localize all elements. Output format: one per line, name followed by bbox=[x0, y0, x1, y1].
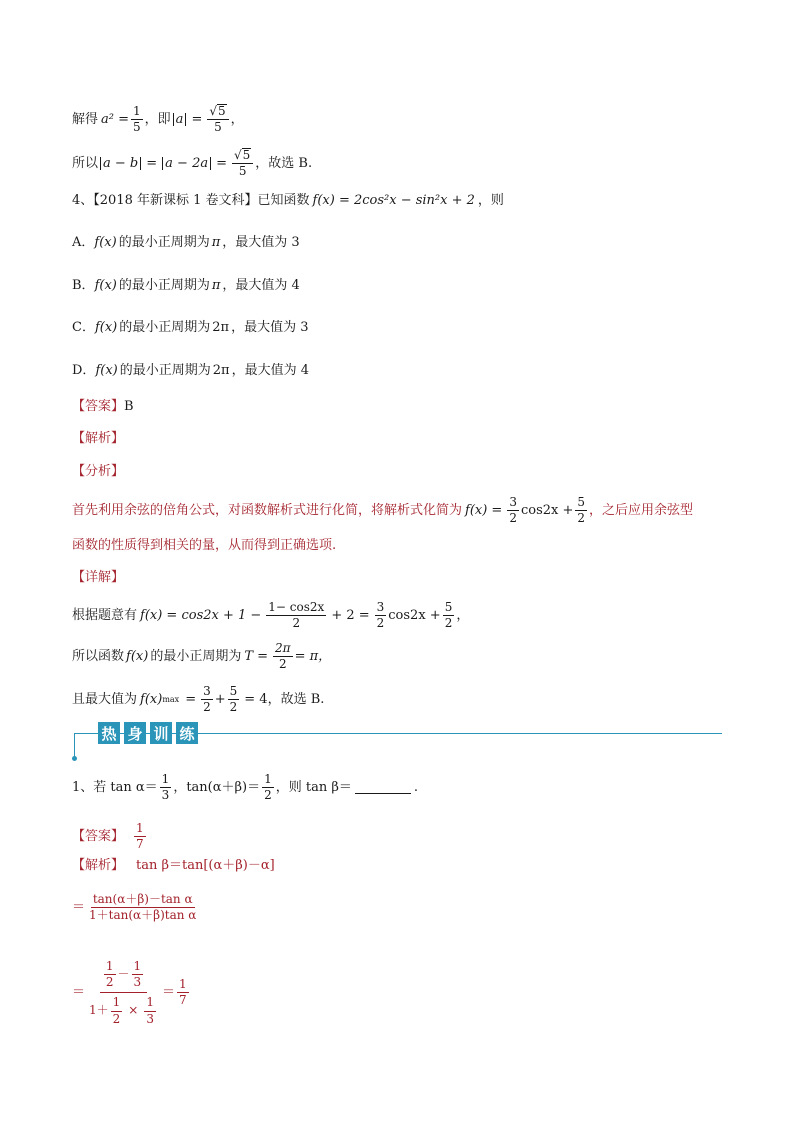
section-banner-warmup: 热 身 训 练 bbox=[98, 722, 198, 744]
analysis-line-1: 首先利用余弦的倍角公式，对函数解析式进行化简，将解析式化简为 f(x) = $\frac{3}{2}$ cos2x + $\frac{5}{2}$ ，之后应用余弦型 bbox=[72, 495, 694, 526]
detail-line-2: 所以函数 f(x) 的最小正周期为 T = $\frac{2\pi}{2}$ = π， bbox=[72, 641, 332, 672]
text: ，即 bbox=[144, 111, 171, 127]
warmup-question-1: 1、若 tan α＝ $\frac{1}{3}$ ，tan(α＋β)＝ $\frac{1}{2}$ ，则 tan β＝ . bbox=[72, 772, 419, 803]
math-abs-a: a bbox=[173, 113, 187, 126]
warmup-jiexi: 【解析】 tan β＝tan[(α＋β)－α] bbox=[72, 858, 275, 873]
text: ，故选 B. bbox=[255, 155, 313, 171]
detail-line-3: 且最大值为 f(x) max = $\frac{3}{2}$ + $\frac{5}{2}$ = 4，故选 B. bbox=[72, 684, 325, 715]
text: ，则 bbox=[477, 193, 504, 208]
question-head: 4、【2018 年新课标 1 卷文科】已知函数 bbox=[72, 193, 310, 208]
warmup-answer: 【答案】 $\frac{1}{7}$ bbox=[72, 821, 144, 852]
detail-label: 【详解】 bbox=[72, 570, 125, 585]
fraction-one-fifth: $\frac{1}{5}$ bbox=[133, 103, 141, 134]
detail-line-1: 根据题意有 f(x) = cos2x + 1 − $\frac{1- \cos 2x}{2}$ + 2 = $\frac{3}{2}$ cos2x + $\frac{5}{2}$ ， bbox=[72, 600, 470, 631]
equals: = bbox=[216, 155, 227, 171]
equals: = bbox=[191, 111, 203, 127]
warmup-solution-step-2: ＝ $\frac{\text{tan(α＋β)－tan α}}{\text{1＋tan(α＋β)tan α}}$ bbox=[72, 892, 197, 923]
solution-line-2 bbox=[72, 148, 312, 178]
answer-blank bbox=[355, 781, 411, 794]
answer-value: B bbox=[124, 399, 134, 414]
section-divider-dot bbox=[72, 756, 77, 761]
question-4 bbox=[72, 194, 504, 207]
text: 解得 bbox=[72, 111, 99, 127]
answer-line bbox=[72, 400, 134, 413]
option-a: A． f(x) 的最小正周期为 π ，最大值为 3 bbox=[72, 235, 300, 250]
answer-label: 【答案】 bbox=[72, 399, 125, 414]
fraction-sqrt5-over-5: √ 5 5 bbox=[232, 148, 253, 178]
math-function: f(x) = 2cos²x − sin²x + 2 bbox=[312, 193, 475, 208]
warmup-solution-step-3: ＝ $\frac{1}{2}$ － $\frac{1}{3}$ 1＋ $\frac{1}{2}$ × $\frac{1}{3}$ ＝ $\frac{1}{7}$ bbox=[72, 959, 187, 1026]
option-c: C． f(x) 的最小正周期为 2π ，最大值为 3 bbox=[72, 320, 309, 335]
math-abs-a-minus-b: a − b bbox=[100, 157, 141, 170]
text: 所以 bbox=[72, 155, 99, 171]
section-divider-stem bbox=[74, 733, 75, 757]
fenxi-label: 【分析】 bbox=[72, 464, 125, 479]
analysis-line-2: 函数的性质得到相关的量，从而得到正确选项. bbox=[72, 538, 337, 553]
math-abs-a-minus-2a: a − 2a bbox=[162, 157, 211, 170]
math-a-squared: a² = bbox=[101, 111, 130, 127]
solution-line-1 bbox=[72, 104, 244, 134]
equals: = bbox=[146, 155, 158, 171]
fraction-sqrt5-over-5: √ 5 5 bbox=[207, 104, 228, 134]
option-b: B． f(x) 的最小正周期为 π ，最大值为 4 bbox=[72, 278, 300, 293]
option-d: D． f(x) 的最小正周期为 2π ，最大值为 4 bbox=[72, 363, 309, 378]
text: ， bbox=[230, 111, 244, 127]
jiexi-label: 【解析】 bbox=[72, 431, 125, 446]
